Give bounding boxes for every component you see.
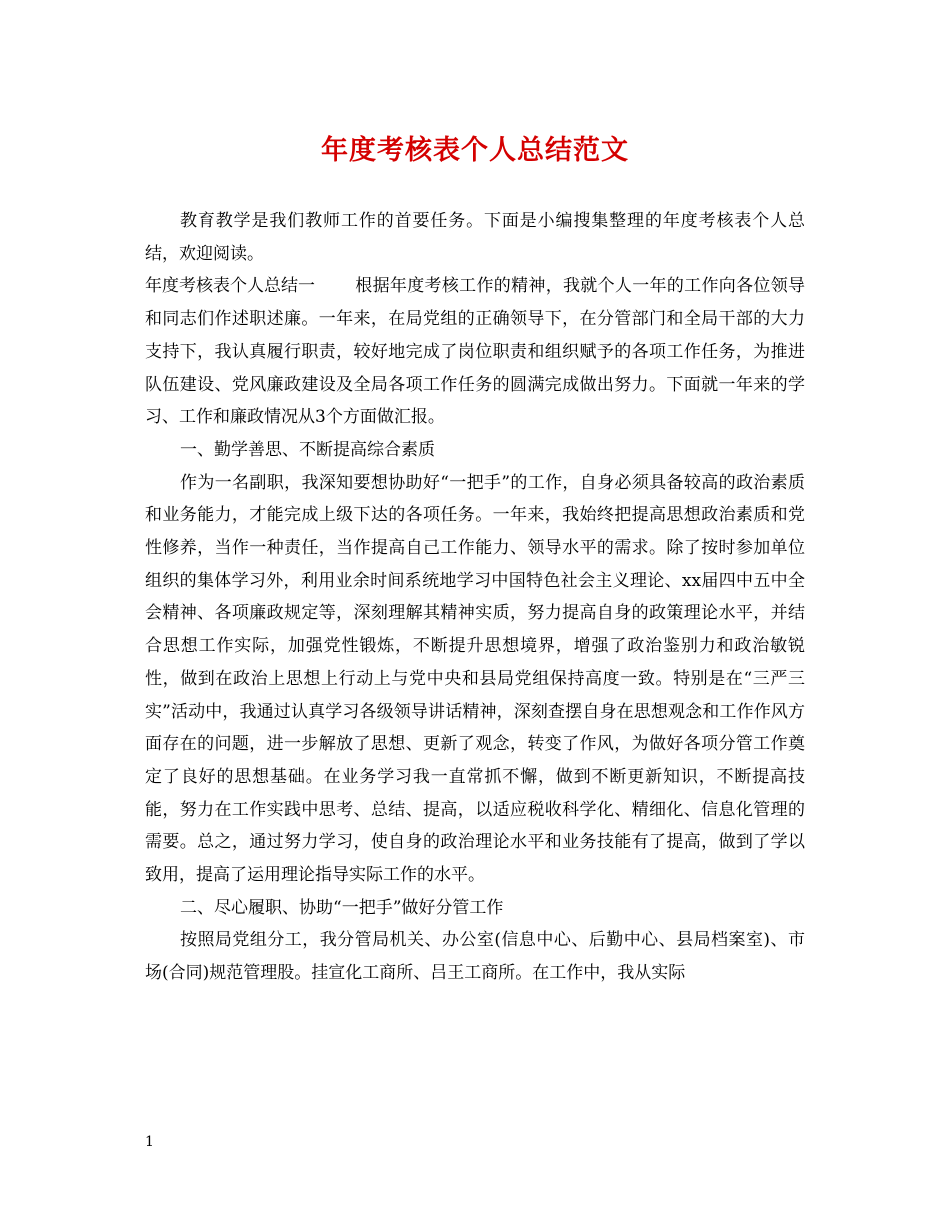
document-title: 年度考核表个人总结范文	[321, 135, 629, 166]
section-1-paragraph: 作为一名副职，我深知要想协助好“一把手”的工作，自身必须具备较高的政治素质和业务能力，才能完成上级下达的各项任务。一年来，我始终把提高思想政治素质和党性修养，当作一种责任，当作提高自己工作能力、领导水平的需求。除了按时参加单位组织的集体学习外，利用业余时间系统地学习中国特色社会主义理论、xx届四中五中全会精神、各项廉政规定等，深刻理解其精神实质，努力提高自身的政策理论水平，并结合思想工作实际，加强党性锻炼，不断提升思想境界，增强了政治鉴别力和政治敏锐性，做到在政治上思想上行动上与党中央和县局党组保持高度一致。特别是在“三严三实”活动中，我通过认真学习各级领导讲话精神，深刻查摆自身在思想观念和工作作风方面存在的问题，进一步解放了思想、更新了观念，转变了作风，为做好各项分管工作奠定了良好的思想基础。在业务学习我一直常抓不懈，做到不断更新知识，不断提高技能，努力在工作实践中思考、总结、提高，以适应税收科学化、精细化、信息化管理的需要。总之，通过努力学习，使自身的政治理论水平和业务技能有了提高，做到了学以致用，提高了运用理论指导实际工作的水平。	[145, 472, 805, 886]
intro-paragraph: 教育教学是我们教师工作的首要任务。下面是小编搜集整理的年度考核表个人总结，欢迎阅读。	[145, 211, 805, 264]
summary-one-text: 根据年度考核工作的精神，我就个人一年的工作向各位领导和同志们作述职述廉。一年来，在局党组的正确领导下，在分管部门和全局干部的大力支持下，我认真履行职责，较好地完成了岗位职责和组织赋予的各项工作任务，为推进队伍建设、党风廉政建设及全局各项工作任务的圆满完成做出努力。下面就一年来的学习、工作和廉政情况从3个方面做汇报。	[145, 276, 805, 428]
summary-one-label: 年度考核表个人总结一	[145, 276, 315, 297]
document-body	[145, 205, 805, 990]
section-2-paragraph: 按照局党组分工，我分管局机关、办公室(信息中心、后勤中心、县局档案室)、市场(合同)规范管理股。挂宣化工商所、吕王工商所。在工作中，我从实际	[145, 930, 805, 984]
section-heading-2: 二、尽心履职、协助“一把手”做好分管工作	[180, 897, 504, 918]
section-heading-1: 一、勤学善思、不断提高综合素质	[180, 439, 435, 460]
summary-one-paragraph	[145, 270, 805, 434]
page-number: 1	[145, 1134, 154, 1150]
